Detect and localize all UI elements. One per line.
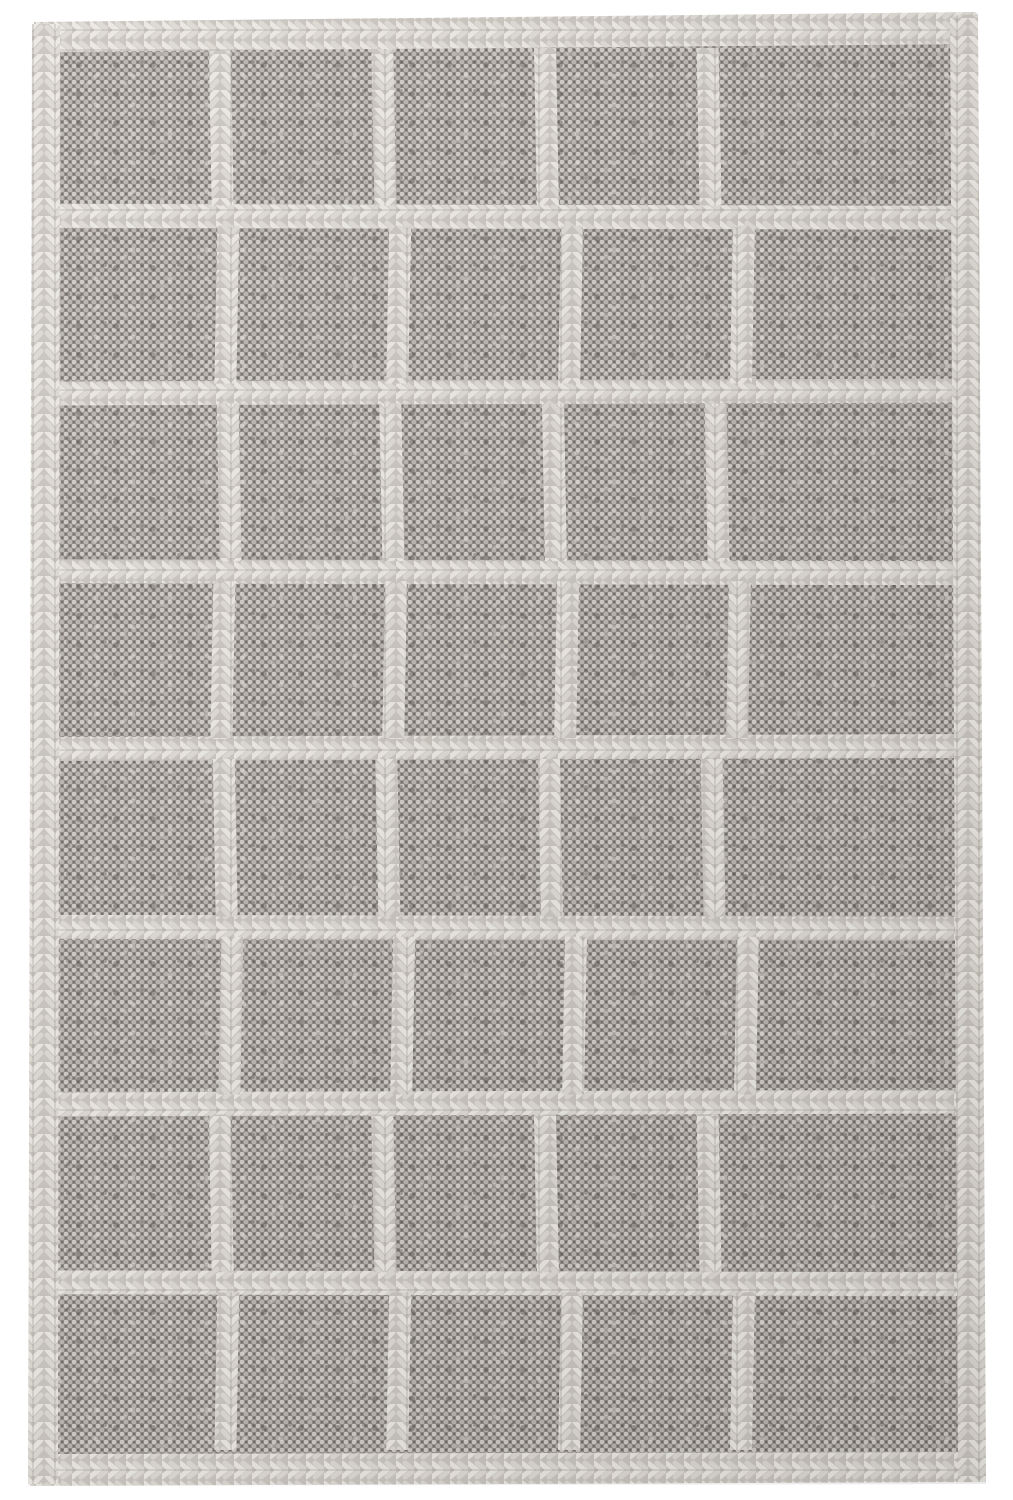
rug-shading [28, 12, 986, 1486]
